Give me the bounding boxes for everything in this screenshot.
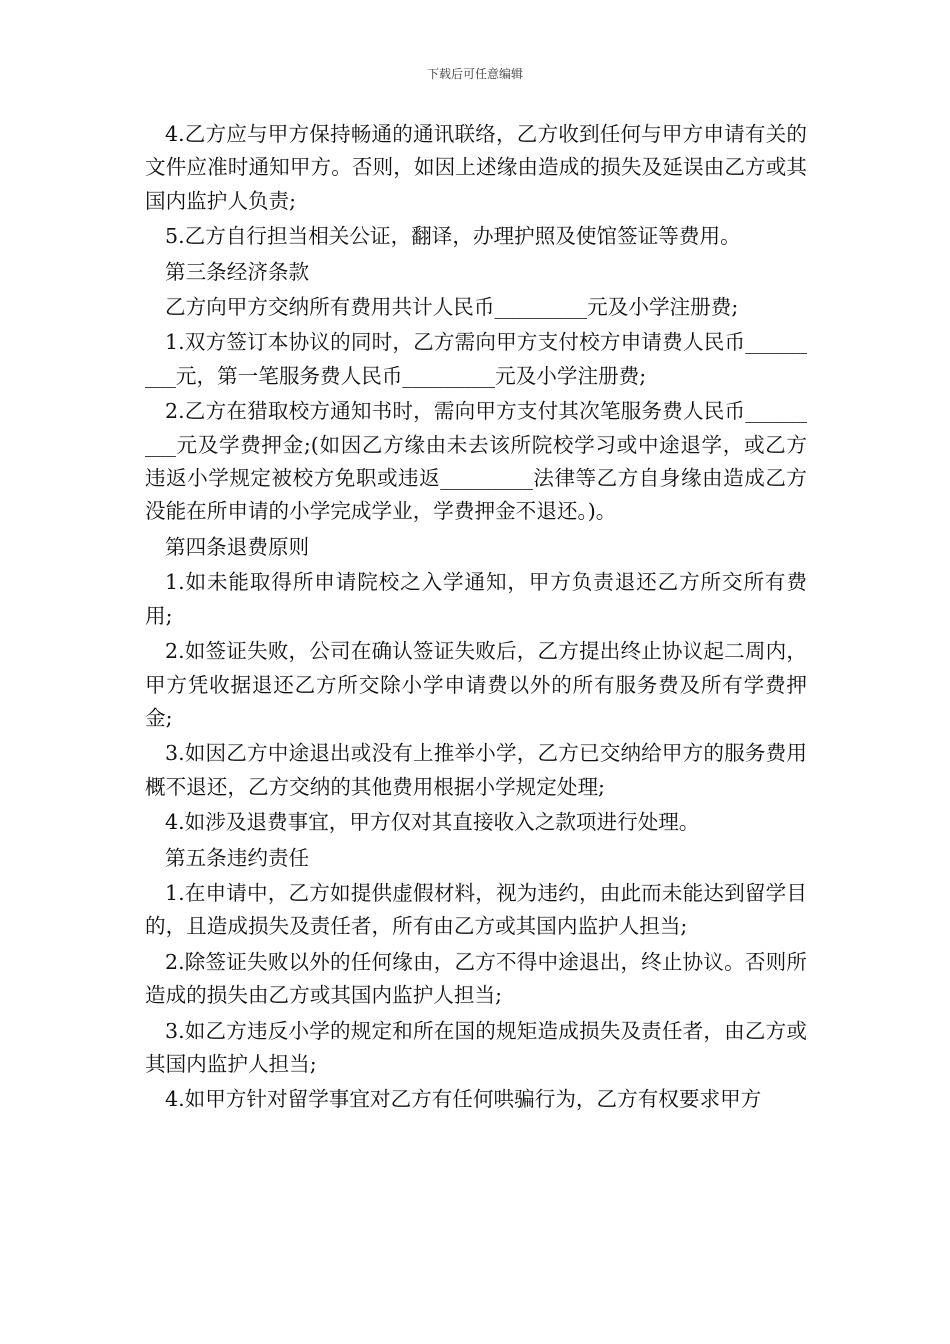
section-heading: 第三条经济条款 xyxy=(165,259,310,284)
paragraph: 乙方向甲方交纳所有费用共计人民币_________元及小学注册费; xyxy=(165,295,739,320)
paragraph: 5.乙方自行担当相关公证，翻译，办理护照及使馆签证等费用。 xyxy=(165,224,741,249)
paragraph: 1.在申请中，乙方如提供虚假材料，视为违约，由此而未能达到留学目的，且造成损失及责任者，所有由乙方或其国内监护人担当; xyxy=(145,880,807,939)
paragraph: 4.如甲方针对留学事宜对乙方有任何哄骗行为，乙方有权要求甲方 xyxy=(165,1087,762,1112)
document-body xyxy=(145,118,807,1119)
page-header: 下载后可任意编辑 xyxy=(426,67,523,81)
paragraph: 2.除签证失败以外的任何缘由，乙方不得中途退出，终止协议。否则所造成的损失由乙方或其国内监护人担当; xyxy=(145,949,807,1008)
section-heading: 第四条退费原则 xyxy=(165,534,310,559)
paragraph: 2.乙方在猎取校方通知书时，需向甲方支付其次笔服务费人民币_________元及学费押金;(如因乙方缘由未去该所院校学习或中途退学，或乙方违返小学规定被校方免职或违返_________法律等乙方自身缘由造成乙方没能在所申请的小学完成学业，学费押金不退还。)。 xyxy=(145,399,807,524)
paragraph: 2.如签证失败，公司在确认签证失败后，乙方提出终止协议起二周内，甲方凭收据退还乙方所交除小学申请费以外的所有服务费及所有学费押金; xyxy=(145,639,807,730)
paragraph: 3.如因乙方中途退出或没有上推举小学，乙方已交纳给甲方的服务费用概不退还，乙方交纳的其他费用根据小学规定处理; xyxy=(145,741,807,799)
paragraph: 1.双方签订本协议的同时，乙方需向甲方支付校方申请费人民币_________元，第一笔服务费人民币_________元及小学注册费; xyxy=(145,330,807,388)
paragraph: 4.乙方应与甲方保持畅通的通讯联络，乙方收到任何与甲方申请有关的文件应准时通知甲方。否则，如因上述缘由造成的损失及延误由乙方或其国内监护人负责; xyxy=(145,122,807,213)
section-heading: 第五条违约责任 xyxy=(165,845,310,870)
paragraph: 1.如未能取得所申请院校之入学通知，甲方负责退还乙方所交所有费用; xyxy=(145,570,807,628)
paragraph: 4.如涉及退费事宜，甲方仅对其直接收入之款项进行处理。 xyxy=(165,810,700,835)
paragraph: 3.如乙方违反小学的规定和所在国的规矩造成损失及责任者，由乙方或其国内监护人担当; xyxy=(145,1018,807,1076)
